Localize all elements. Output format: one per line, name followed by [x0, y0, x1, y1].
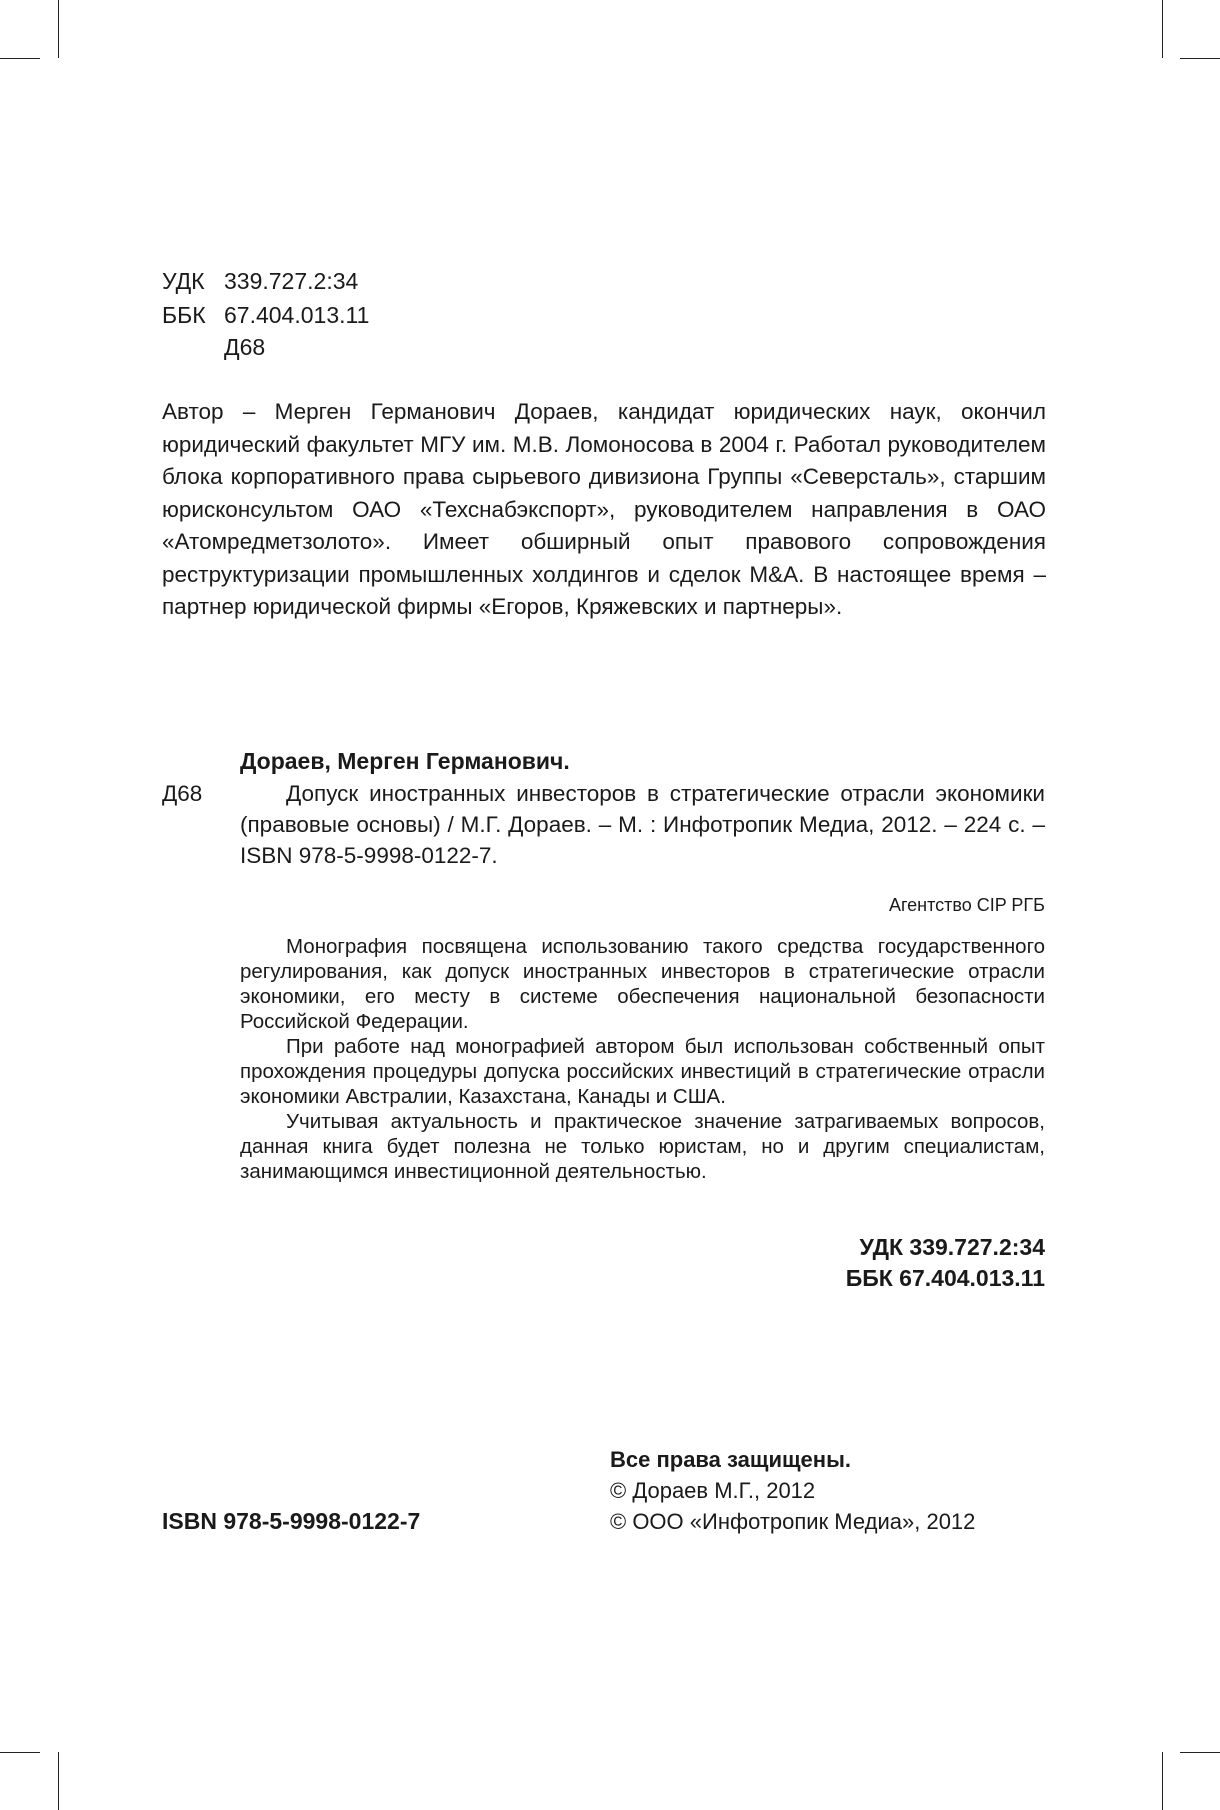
annotation-paragraph: Монография посвящена использованию такого средства государственного регулирования, как допуск иностранных инвесторов в стратегические отрасли экономики, его месту в системе обеспечения национальной безопасности Российской Федерации.	[240, 935, 1045, 1033]
bottom-udk: УДК 339.727.2:34	[859, 1234, 1045, 1260]
crop-mark	[58, 0, 59, 58]
udk-value: 339.727.2:34	[224, 268, 359, 294]
crop-mark	[1180, 1752, 1220, 1753]
cip-agency: Агентство CIP РГБ	[888, 895, 1045, 915]
isbn: ISBN 978-5-9998-0122-7	[162, 1508, 421, 1534]
annotation-paragraph: Учитывая актуальность и практическое значение затрагиваемых вопросов, данная книга будет полезна не только юристам, но и другим специалистам, занимающимся инвестиционной деятельностью.	[240, 1110, 1045, 1183]
copyright-author: © Дораев М.Г., 2012	[610, 1478, 816, 1503]
crop-mark	[1162, 1752, 1163, 1810]
udk-line	[162, 266, 358, 296]
bbk-value: 67.404.013.11	[224, 302, 370, 328]
rights-title: Все права защищены.	[610, 1447, 851, 1472]
crop-mark	[1180, 58, 1220, 59]
annotation-paragraph: При работе над монографией автором был использован собственный опыт прохождения процедуры допуска российских инвестиций в стратегические отрасли экономики Австралии, Казахстана, Канады и США.	[240, 1035, 1045, 1108]
udk-label: УДК	[162, 268, 205, 294]
bbk-label: ББК	[162, 302, 206, 328]
crop-mark	[58, 1752, 59, 1810]
annotation	[240, 934, 1045, 1184]
author-mark: Д68	[224, 334, 266, 360]
entry-code: Д68	[162, 781, 203, 806]
crop-mark	[0, 58, 40, 59]
entry-body: Допуск иностранных инвесторов в стратегические отрасли экономики (правовые основы) / М.Г. Дораев. – М. : Инфотропик Медиа, 2012. – 224 с. – ISBN 978-5-9998-0122-7.	[240, 781, 1045, 868]
crop-mark	[0, 1752, 40, 1753]
entry-heading: Дораев, Мерген Германович.	[240, 748, 570, 774]
copyright-publisher: © ООО «Инфотропик Медиа», 2012	[610, 1509, 976, 1534]
rights-block	[610, 1444, 975, 1537]
author-bio: Автор – Мерген Германович Дораев, кандидат юридических наук, окончил юридический факультет МГУ им. М.В. Ломоносова в 2004 г. Работал руководителем блока корпоративного права сырьевого дивизиона Группы «Северсталь», старшим юрисконсультом ОАО «Техснабэкспорт», руководителем направления в ОАО «Атомредметзолото». Имеет обширный опыт правового сопровождения реструктуризации промышленных холдингов и сделок M&A. В настоящее время – партнер юридической фирмы «Егоров, Кряжевских и партнеры».	[162, 399, 1046, 619]
bottom-classification	[846, 1232, 1045, 1294]
bbk-line	[162, 300, 369, 330]
crop-mark	[1162, 0, 1163, 58]
bottom-bbk: ББК 67.404.013.11	[845, 1265, 1045, 1291]
